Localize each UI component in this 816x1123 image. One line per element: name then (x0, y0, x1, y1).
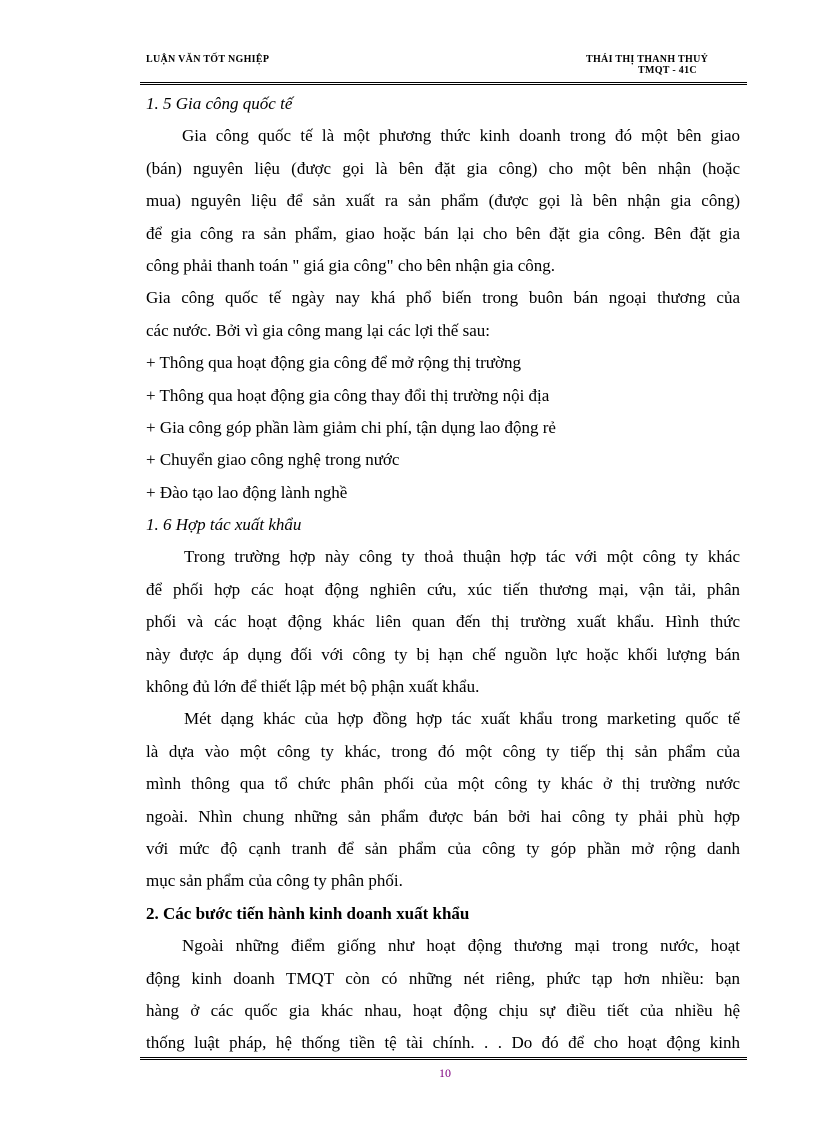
paragraph-line: không đủ lớn để thiết lập mét bộ phận xuất khẩu. (146, 677, 480, 697)
page-header (146, 50, 746, 78)
page-number: 10 (439, 1066, 451, 1080)
paragraph-line: động kinh doanh TMQT còn có những nét riêng, phức tạp hơn nhiều: bạn (146, 968, 740, 988)
paragraph-line: là dựa vào một công ty khác, trong đó một công ty tiếp thị sản phẩm của (146, 741, 740, 761)
bullet-item: + Chuyển giao công nghệ trong nước (146, 450, 400, 470)
paragraph-line: mua) nguyên liệu để sản xuất ra sản phẩm (được gọi là bên nhận gia công) (146, 191, 740, 211)
paragraph-line: Gia công quốc tế ngày nay khá phổ biến trong buôn bán ngoại thương của (146, 288, 740, 308)
header-author-name: THÁI THỊ THANH THUỶ (586, 54, 709, 65)
paragraph-line: Ngoài những điểm giống như hoạt động thương mại trong nước, hoạt (182, 936, 740, 956)
paragraph-line: công phải thanh toán " giá gia công" cho bên nhận gia công. (146, 255, 556, 275)
paragraph-line: ngoài. Nhìn chung những sản phẩm được bán bởi hai công ty phải phù hợp (146, 806, 740, 826)
paragraph-line: thống luật pháp, hệ thống tiền tệ tài chính. . . Do đó để cho hoạt động kinh (146, 1033, 740, 1053)
section-title-2: 2. Các bước tiến hành kinh doanh xuất khẩu (146, 903, 470, 923)
bullet-item: + Gia công góp phần làm giảm chi phí, tận dụng lao động rẻ (146, 417, 556, 437)
paragraph-line: (bán) nguyên liệu (được gọi là bên đặt gia công) cho một bên nhận (hoặc (146, 158, 740, 178)
paragraph-line: Gia công quốc tế là một phương thức kinh doanh trong đó một bên giao (182, 126, 740, 146)
paragraph-line: phối và các hoạt động khác liên quan đến thị trường xuất khẩu. Hình thức (146, 612, 740, 632)
paragraph-line: này được áp dụng đối với công ty bị hạn chế nguồn lực hoặc khối lượng bán (146, 644, 740, 664)
footer-divider (140, 1057, 747, 1060)
paragraph-line: các nước. Bởi vì gia công mang lại các lợi thế sau: (146, 320, 490, 340)
paragraph-line: để phối hợp các hoạt động nghiên cứu, xúc tiến thương mại, vận tải, phân (146, 579, 740, 599)
paragraph-line: hàng ở các quốc gia khác nhau, hoạt động chịu sự điều tiết của nhiều hệ (146, 1000, 740, 1020)
header-author (586, 54, 746, 76)
section-title-1-6: 1. 6 Hợp tác xuất khẩu (146, 515, 302, 535)
paragraph-line: mình thông qua tổ chức phân phối của một công ty khác ở thị trường nước (146, 774, 740, 794)
paragraph-line: Trong trường hợp này công ty thoả thuận hợp tác với một công ty khác (184, 547, 740, 567)
bullet-item: + Thông qua hoạt động gia công để mở rộng thị trường (146, 353, 521, 373)
paragraph-line: mục sản phẩm của công ty phân phối. (146, 871, 403, 891)
bullet-item: + Thông qua hoạt động gia công thay đổi thị trường nội địa (146, 385, 550, 405)
header-thesis-title: LUẬN VĂN TỐT NGHIỆP (146, 54, 270, 65)
bullet-item: + Đào tạo lao động lành nghề (146, 482, 348, 502)
paragraph-line: để gia công ra sản phẩm, giao hoặc bán lại cho bên đặt gia công. Bên đặt gia (146, 223, 740, 243)
header-author-class: TMQT - 41C (638, 65, 697, 76)
section-title-1-5: 1. 5 Gia công quốc tế (146, 94, 293, 113)
header-divider (140, 82, 747, 85)
page-body (146, 88, 740, 1060)
paragraph-line: với mức độ cạnh tranh để sản phẩm của công ty góp phần mở rộng danh (146, 838, 740, 858)
paragraph-line: Mét dạng khác của hợp đồng hợp tác xuất khẩu trong marketing quốc tế (184, 709, 740, 729)
